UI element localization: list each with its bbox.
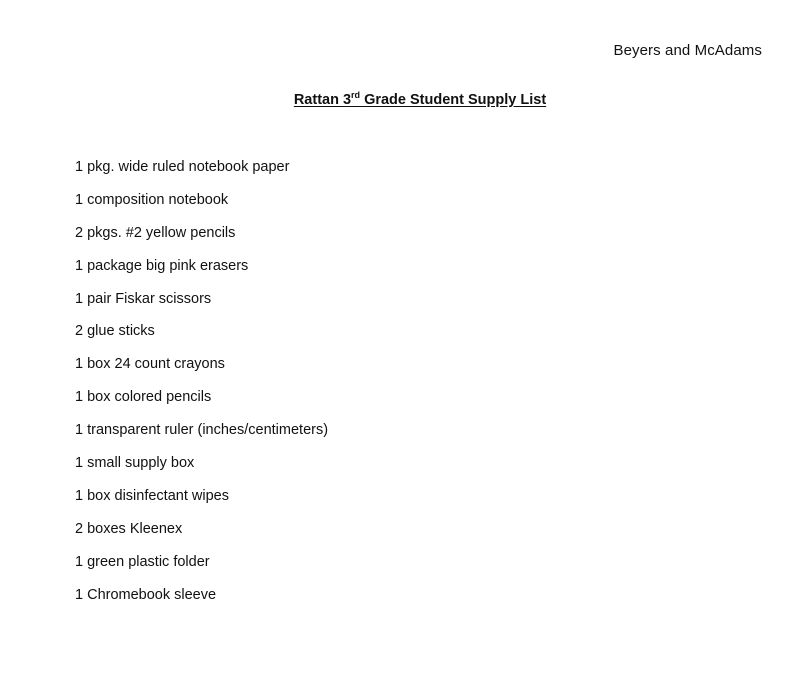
list-item: 2 pkgs. #2 yellow pencils bbox=[75, 224, 236, 241]
title-prefix: Rattan 3 bbox=[293, 92, 352, 108]
page-title bbox=[0, 92, 787, 108]
list-item: 1 Chromebook sleeve bbox=[75, 586, 217, 603]
title-superscript: rd bbox=[351, 90, 361, 101]
list-item: 1 box disinfectant wipes bbox=[75, 487, 229, 504]
list-item: 1 small supply box bbox=[75, 455, 195, 472]
teacher-names: Beyers and McAdams bbox=[613, 42, 762, 59]
list-item: 1 box colored pencils bbox=[75, 389, 212, 406]
list-item: 2 boxes Kleenex bbox=[75, 520, 183, 537]
list-item: 1 package big pink erasers bbox=[75, 257, 249, 274]
list-item: 1 pair Fiskar scissors bbox=[75, 290, 212, 307]
list-item: 1 composition notebook bbox=[75, 191, 229, 208]
list-item: 2 glue sticks bbox=[75, 323, 155, 340]
supply-list bbox=[75, 157, 328, 617]
list-item: 1 pkg. wide ruled notebook paper bbox=[75, 159, 290, 175]
list-item: 1 transparent ruler (inches/centimeters) bbox=[75, 422, 329, 439]
list-item: 1 green plastic folder bbox=[75, 553, 210, 570]
title-suffix: Grade Student Supply List bbox=[360, 92, 547, 108]
list-item: 1 box 24 count crayons bbox=[75, 356, 225, 373]
